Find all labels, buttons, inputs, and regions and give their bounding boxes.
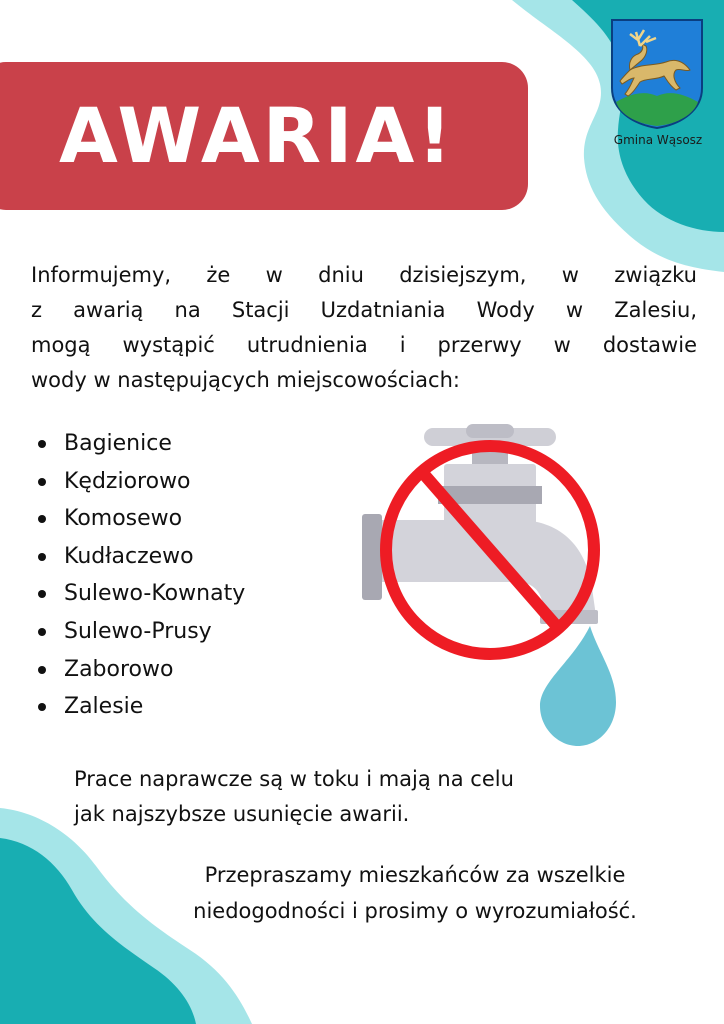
- list-item: Kudłaczewo: [30, 538, 245, 576]
- intro-line: wody w następujących miejscowościach:: [31, 368, 460, 392]
- intro-line: z awarią na Stacji Uzdatniania Wody w Zalesiu,: [31, 298, 697, 322]
- repair-line: jak najszybsze usunięcie awarii.: [74, 802, 410, 826]
- apology-paragraph: [120, 857, 710, 929]
- repair-line: Prace naprawcze są w toku i mają na celu: [74, 767, 514, 791]
- deer-coat-of-arms-icon: [610, 18, 704, 130]
- no-water-faucet-icon: [358, 420, 620, 750]
- list-item: Kędziorowo: [30, 463, 245, 501]
- apology-line: Przepraszamy mieszkańców za wszelkie: [204, 863, 626, 887]
- repair-paragraph: [74, 762, 674, 832]
- list-item: Zalesie: [30, 688, 245, 726]
- locality-list: [30, 425, 245, 726]
- intro-line: mogą wystąpić utrudnienia i przerwy w dostawie: [31, 333, 697, 357]
- list-item: Bagienice: [30, 425, 245, 463]
- page-title: AWARIA!: [59, 91, 455, 180]
- list-item: Zaborowo: [30, 651, 245, 689]
- list-item: Sulewo-Prusy: [30, 613, 245, 651]
- intro-paragraph: [31, 258, 697, 398]
- apology-line: niedogodności i prosimy o wyrozumiałość.: [193, 899, 637, 923]
- municipality-name: Gmina Wąsosz: [613, 133, 703, 147]
- list-item: Komosewo: [30, 500, 245, 538]
- list-item: Sulewo-Kownaty: [30, 575, 245, 613]
- intro-line: Informujemy, że w dniu dzisiejszym, w związku: [31, 263, 697, 287]
